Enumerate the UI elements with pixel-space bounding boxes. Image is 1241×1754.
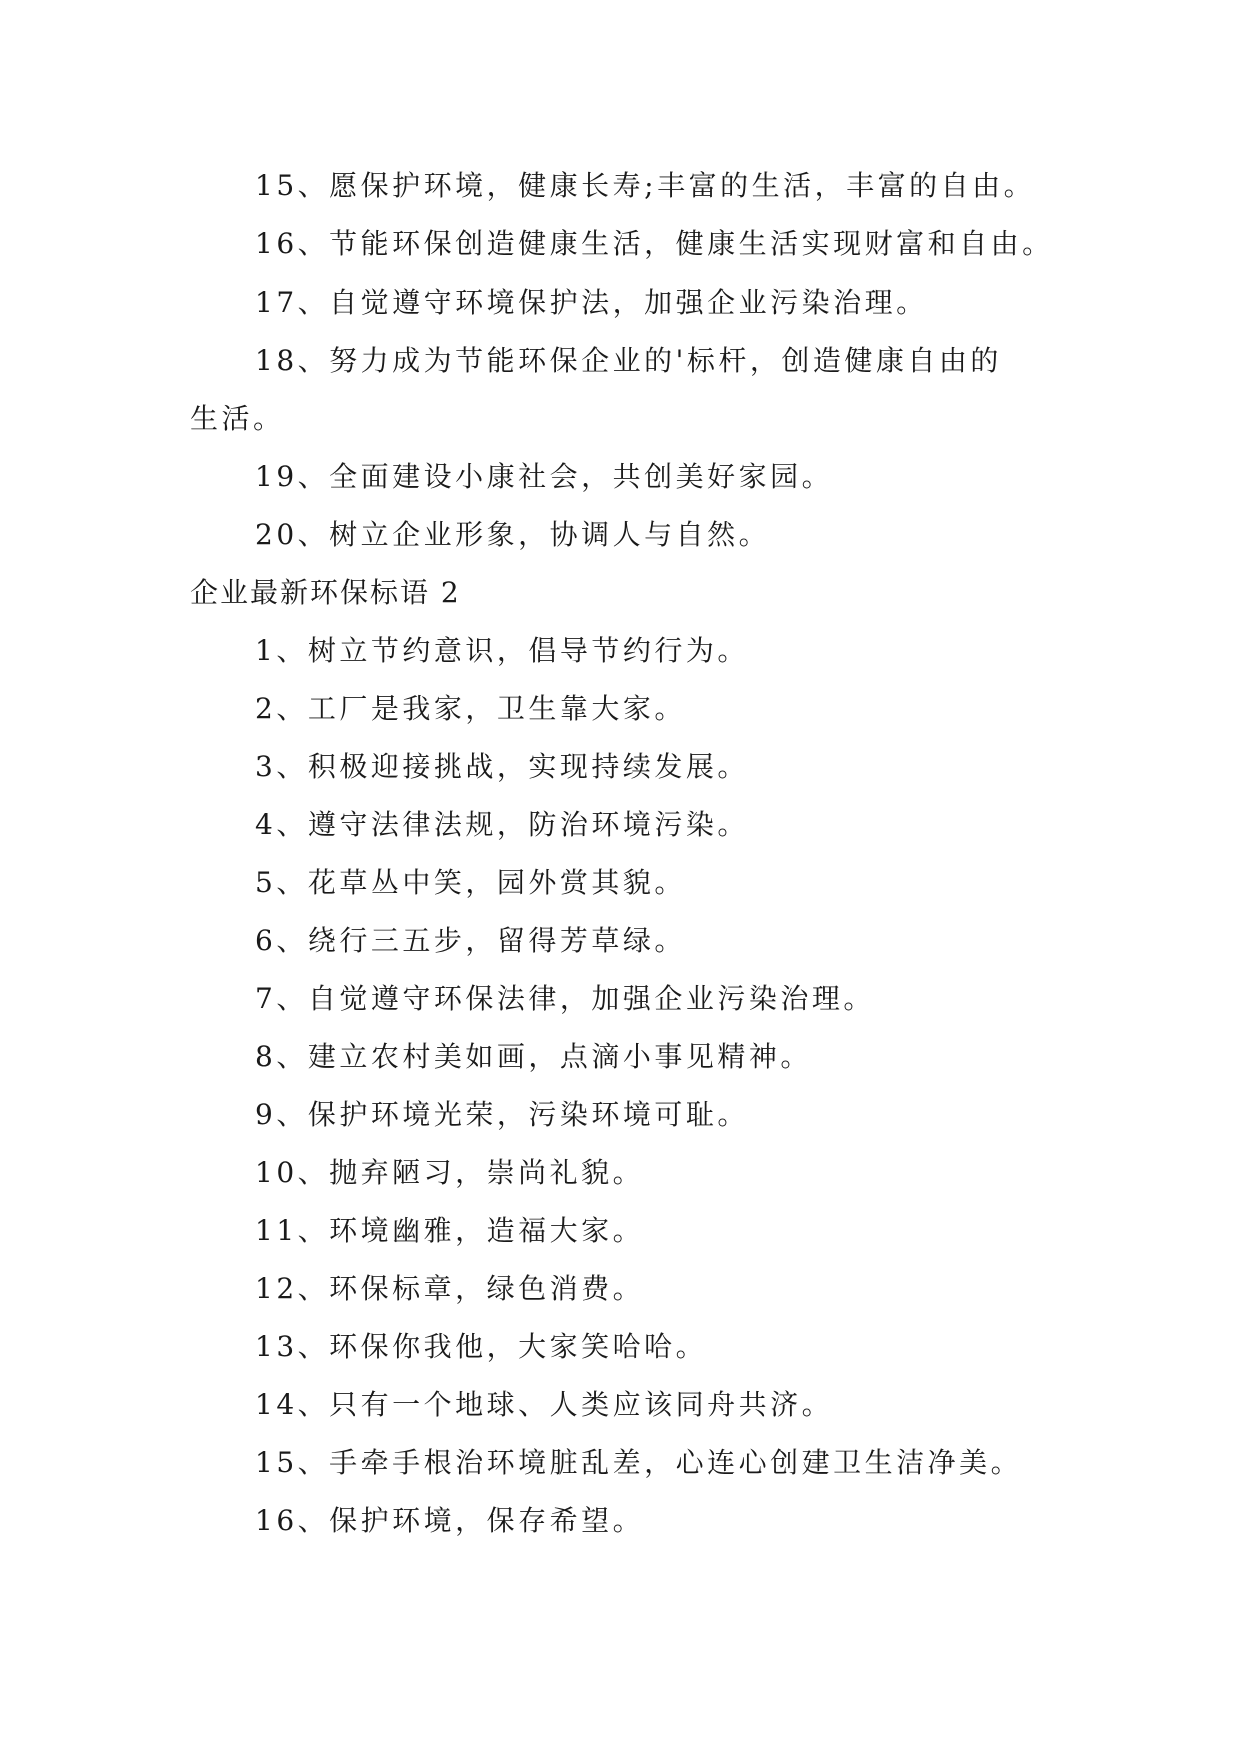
- slogan-item: 4、遵守法律法规，防治环境污染。: [255, 808, 749, 841]
- slogan-item: 15、手牵手根治环境脏乱差，心连心创建卫生洁净美。: [255, 1446, 1023, 1479]
- slogan-item: 5、花草丛中笑，园外赏其貌。: [255, 866, 686, 899]
- slogan-item: 14、只有一个地球、人类应该同舟共济。: [255, 1388, 834, 1421]
- slogan-item: 20、树立企业形象，协调人与自然。: [255, 518, 771, 551]
- slogan-item: 15、愿保护环境，健康长寿;丰富的生活，丰富的自由。: [255, 169, 1036, 202]
- slogan-item: 3、积极迎接挑战，实现持续发展。: [255, 750, 749, 783]
- slogan-item: 19、全面建设小康社会，共创美好家园。: [255, 460, 834, 493]
- section-heading: 企业最新环保标语 2: [190, 576, 461, 609]
- slogan-item: 16、节能环保创造健康生活，健康生活实现财富和自由。: [255, 227, 1054, 260]
- slogan-item: 11、环境幽雅，造福大家。: [255, 1214, 645, 1247]
- slogan-item: 17、自觉遵守环境保护法，加强企业污染治理。: [255, 286, 928, 319]
- slogan-item-continuation: 生活。: [190, 402, 285, 435]
- slogan-item: 16、保护环境，保存希望。: [255, 1504, 645, 1537]
- slogan-item: 2、工厂是我家，卫生靠大家。: [255, 692, 686, 725]
- slogan-item: 18、努力成为节能环保企业的'标杆，创造健康自由的: [255, 344, 1002, 377]
- slogan-item: 8、建立农村美如画，点滴小事见精神。: [255, 1040, 812, 1073]
- slogan-item: 13、环保你我他，大家笑哈哈。: [255, 1330, 708, 1363]
- slogan-item: 10、抛弃陋习，崇尚礼貌。: [255, 1156, 645, 1189]
- slogan-item: 7、自觉遵守环保法律，加强企业污染治理。: [255, 982, 875, 1015]
- slogan-item: 6、绕行三五步，留得芳草绿。: [255, 924, 686, 957]
- slogan-item: 1、树立节约意识，倡导节约行为。: [255, 634, 749, 667]
- slogan-item: 9、保护环境光荣，污染环境可耻。: [255, 1098, 749, 1131]
- slogan-item: 12、环保标章，绿色消费。: [255, 1272, 645, 1305]
